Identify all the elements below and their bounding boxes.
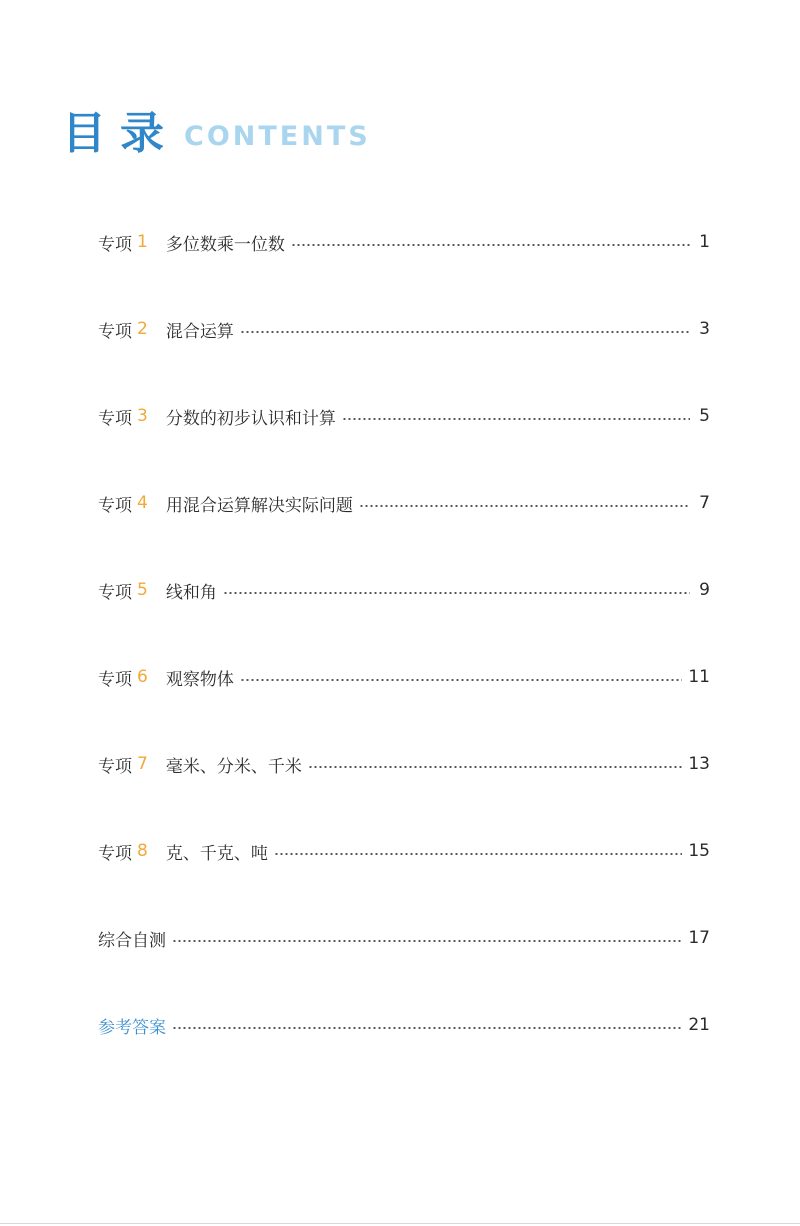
dot-leader (291, 244, 690, 246)
toc-item[interactable] (98, 398, 710, 434)
toc-item-prefix: 专项 (98, 408, 132, 429)
toc-item-prefix: 专项 (98, 321, 132, 342)
toc-item-title: 参考答案 (98, 1017, 166, 1038)
toc-item-page: 21 (688, 1015, 710, 1035)
toc-item-answers[interactable] (98, 1007, 710, 1043)
toc-item[interactable] (98, 833, 710, 869)
toc-item-title: 分数的初步认识和计算 (165, 408, 336, 429)
toc-item-prefix: 专项 (98, 756, 132, 777)
toc-item-number: 6 (137, 667, 148, 687)
toc-item-number: 7 (137, 754, 148, 774)
toc-item-page: 15 (688, 841, 710, 861)
toc-item-page: 13 (688, 754, 710, 774)
toc-item[interactable] (98, 224, 710, 260)
dot-leader (342, 418, 690, 420)
dot-leader (240, 331, 690, 333)
dot-leader (240, 679, 683, 681)
toc-item-title: 用混合运算解决实际问题 (165, 495, 353, 516)
dot-leader (274, 853, 683, 855)
toc-item-number: 2 (137, 319, 148, 339)
toc-item[interactable] (98, 485, 710, 521)
toc-item-prefix: 专项 (98, 843, 132, 864)
toc-item-page: 1 (699, 232, 710, 252)
toc-item-page: 3 (699, 319, 710, 339)
toc-item-page: 17 (688, 928, 710, 948)
page-title (62, 100, 371, 159)
toc-item-title: 毫米、分米、千米 (165, 756, 302, 777)
dot-leader (172, 940, 682, 942)
dot-leader (308, 766, 683, 768)
toc-item-prefix: 专项 (98, 495, 132, 516)
toc-item-number: 8 (137, 841, 148, 861)
toc-item-prefix: 专项 (98, 582, 132, 603)
toc-item[interactable] (98, 311, 710, 347)
toc-item[interactable] (98, 746, 710, 782)
toc-item-title: 多位数乘一位数 (165, 234, 285, 255)
toc-item-title: 混合运算 (165, 321, 234, 342)
toc-item-page: 11 (688, 667, 710, 687)
dot-leader (359, 505, 690, 507)
table-of-contents (98, 224, 710, 1094)
toc-item-title: 克、千克、吨 (165, 843, 268, 864)
toc-item-self-test[interactable] (98, 920, 710, 956)
toc-item-number: 3 (137, 406, 148, 426)
toc-item-prefix: 专项 (98, 669, 132, 690)
page-bottom-edge (0, 1223, 800, 1224)
title-chinese: 目录 (62, 108, 178, 159)
toc-item[interactable] (98, 572, 710, 608)
toc-item-prefix: 专项 (98, 234, 132, 255)
toc-item-page: 7 (699, 493, 710, 513)
toc-item-page: 9 (699, 580, 710, 600)
toc-item-title: 观察物体 (165, 669, 234, 690)
dot-leader (172, 1027, 682, 1029)
toc-item-number: 5 (137, 580, 148, 600)
toc-item-title: 综合自测 (98, 930, 166, 951)
toc-item-number: 4 (137, 493, 148, 513)
toc-item-page: 5 (699, 406, 710, 426)
toc-item[interactable] (98, 659, 710, 695)
toc-item-number: 1 (137, 232, 148, 252)
title-english: CONTENTS (184, 121, 371, 152)
toc-item-title: 线和角 (165, 582, 217, 603)
dot-leader (223, 592, 690, 594)
